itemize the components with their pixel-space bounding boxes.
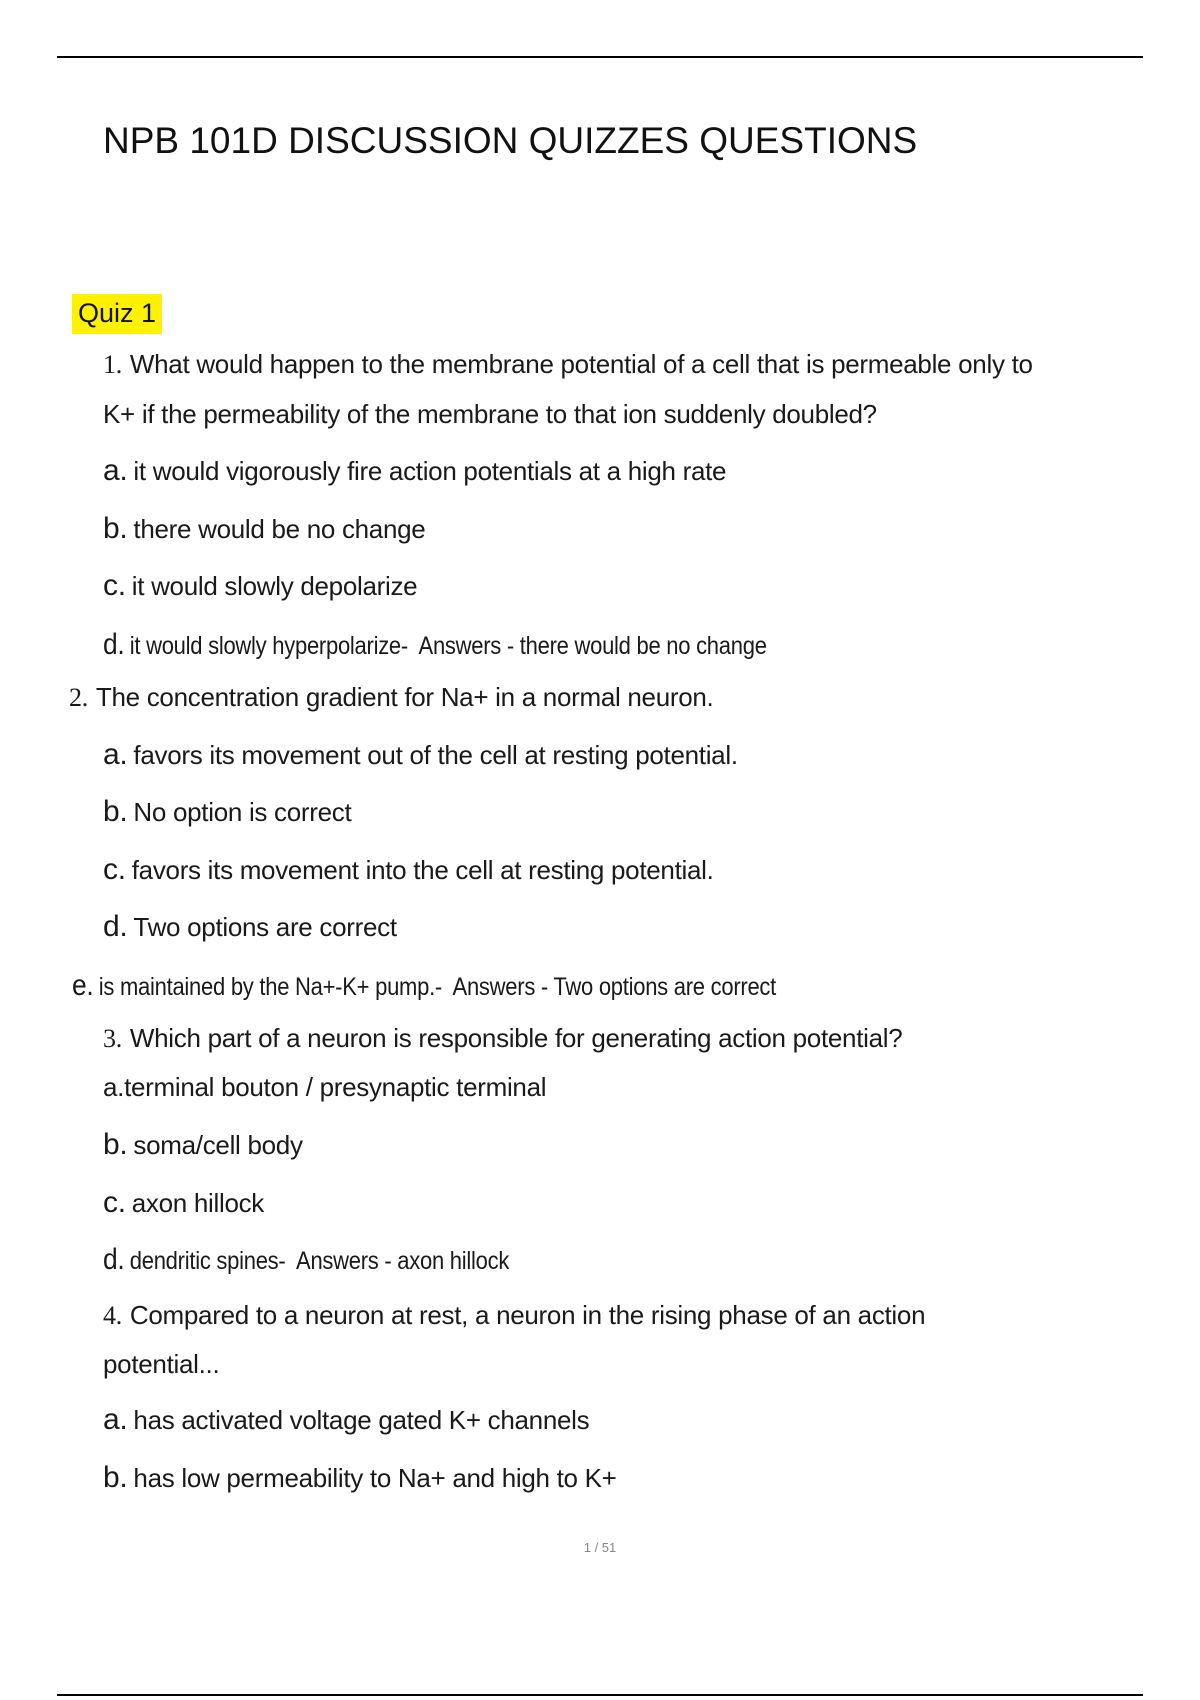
option-item (103, 1130, 303, 1160)
option-item (103, 912, 397, 942)
option-item (103, 740, 738, 770)
question-text: Compared to a neuron at rest, a neuron in the rising phase of an action (129, 1300, 926, 1330)
option-marker: c. (103, 569, 126, 602)
option-item (103, 1072, 546, 1102)
option-text: favors its movement into the cell at resting potential. (131, 855, 714, 885)
option-item (103, 571, 417, 601)
option-item (103, 855, 714, 885)
page-number: 1 / 51 (583, 1540, 617, 1555)
question-number: 2. (69, 683, 88, 712)
option-text: it would slowly depolarize (131, 571, 418, 601)
question-number: 4. (103, 1301, 122, 1330)
option-text: it would slowly hyperpolarize- (129, 632, 408, 660)
answer-text: Answers - Two options are correct (452, 973, 777, 1001)
option-marker: d. (103, 1243, 125, 1276)
option-text: axon hillock (131, 1188, 265, 1218)
question-text: The concentration gradient for Na+ in a normal neuron. (95, 682, 714, 712)
question-1-line-1 (103, 349, 1033, 380)
answer-text: Answers - there would be no change (418, 632, 767, 660)
option-marker: c. (103, 1186, 126, 1219)
option-text: soma/cell body (133, 1130, 303, 1160)
option-item (103, 514, 425, 544)
option-marker: b. (103, 795, 128, 828)
question-3-line-1 (103, 1023, 902, 1054)
question-number: 1. (103, 350, 122, 379)
option-text: there would be no change (133, 514, 426, 544)
option-item (103, 1463, 617, 1493)
option-marker: e. (72, 969, 94, 1002)
option-text: is maintained by the Na+-K+ pump.- (98, 973, 442, 1001)
option-marker: a. (103, 738, 128, 771)
document-title: NPB 101D DISCUSSION QUIZZES QUESTIONS (103, 120, 918, 161)
option-item (103, 1405, 589, 1435)
bottom-rule (57, 1694, 1143, 1696)
option-marker: d. (103, 628, 125, 661)
option-item (103, 1245, 509, 1276)
option-text: Two options are correct (133, 912, 397, 942)
option-marker: b. (103, 512, 128, 545)
option-marker: a. (103, 1403, 128, 1436)
top-rule (57, 56, 1143, 58)
question-text: Which part of a neuron is responsible for generating action potential? (129, 1023, 903, 1053)
question-number: 3. (103, 1024, 122, 1053)
question-text: What would happen to the membrane potential of a cell that is permeable only to (129, 349, 1033, 379)
question-2-line-1 (69, 682, 713, 713)
question-4-line-2: potential... (103, 1349, 220, 1379)
option-marker: b. (103, 1461, 128, 1494)
option-marker: c. (103, 853, 126, 886)
option-text: a.terminal bouton / presynaptic terminal (103, 1072, 547, 1102)
option-text: favors its movement out of the cell at resting potential. (133, 740, 738, 770)
option-text: dendritic spines- (129, 1247, 286, 1275)
option-item (103, 630, 767, 661)
question-1-line-2: K+ if the permeability of the membrane to that ion suddenly doubled? (103, 399, 877, 429)
option-item (103, 456, 726, 486)
option-marker: d. (103, 910, 128, 943)
option-item (72, 971, 776, 1002)
option-text: has low permeability to Na+ and high to K+ (133, 1463, 617, 1493)
option-marker: a. (103, 454, 128, 487)
option-text: has activated voltage gated K+ channels (133, 1405, 590, 1435)
option-marker: b. (103, 1128, 128, 1161)
answer-text: Answers - axon hillock (296, 1247, 510, 1275)
quiz-label: Quiz 1 (72, 294, 162, 334)
option-text: it would vigorously fire action potentials at a high rate (133, 456, 727, 486)
option-item (103, 797, 351, 827)
question-4-line-1 (103, 1300, 925, 1331)
option-text: No option is correct (133, 797, 352, 827)
option-item (103, 1188, 264, 1218)
